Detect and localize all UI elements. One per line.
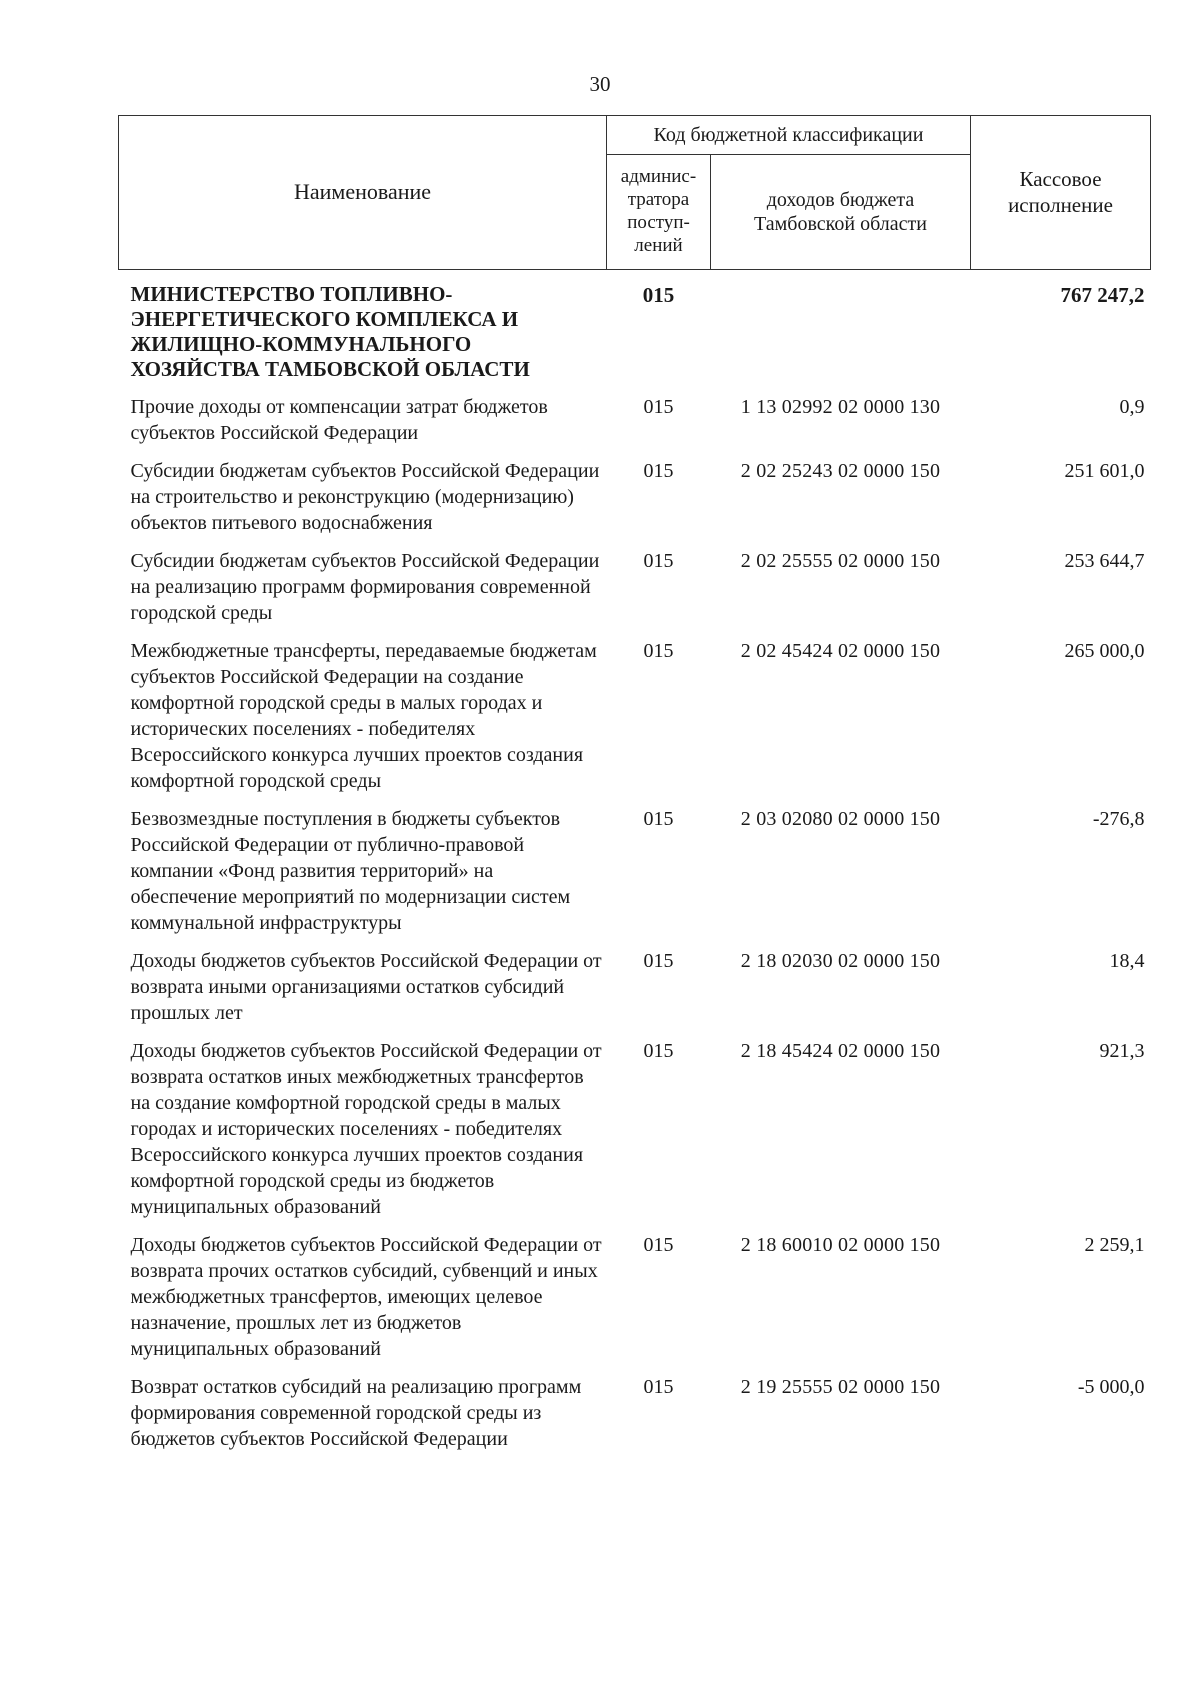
row-name: Субсидии бюджетам субъектов Российской Федерации на строительство и реконструкцию (модернизацию) объектов питьевого водоснабжения bbox=[130, 460, 600, 534]
row-income-code: 2 18 60010 02 0000 150 bbox=[740, 1234, 941, 1256]
row-amount: 0,9 bbox=[1119, 396, 1145, 418]
row-amount: 2 259,1 bbox=[1084, 1234, 1145, 1256]
row-name: Межбюджетные трансферты, передаваемые бюджетам субъектов Российской Федерации на создание комфортной городской среды в малых городах и исторических поселениях - победителях Всероссийского конкурса лучших проектов создания комфортной городской среды bbox=[130, 640, 597, 792]
table-row bbox=[119, 1232, 1151, 1374]
ministry-name: МИНИСТЕРСТВО ТОПЛИВНО-ЭНЕРГЕТИЧЕСКОГО КОМПЛЕКСА И ЖИЛИЩНО-КОММУНАЛЬНОГО ХОЗЯЙСТВА ТАМБОВСКОЙ ОБЛАСТИ bbox=[130, 282, 530, 381]
row-income-code: 2 18 02030 02 0000 150 bbox=[740, 950, 941, 972]
row-name: Субсидии бюджетам субъектов Российской Федерации на реализацию программ формирования современной городской среды bbox=[130, 550, 600, 624]
row-amount: 921,3 bbox=[1099, 1040, 1145, 1062]
row-name: Доходы бюджетов субъектов Российской Федерации от возврата прочих остатков субсидий, субвенций и иных межбюджетных трансфертов, имеющих целевое назначение, прошлых лет из бюджетов муниципальных образований bbox=[130, 1234, 602, 1360]
row-income-code: 2 02 25243 02 0000 150 bbox=[740, 460, 941, 482]
row-income-code: 2 18 45424 02 0000 150 bbox=[740, 1040, 941, 1062]
header-income-code: доходов бюджета Тамбовской области bbox=[711, 155, 971, 270]
row-income-code: 2 02 25555 02 0000 150 bbox=[740, 550, 941, 572]
row-admin-code: 015 bbox=[643, 640, 674, 662]
ministry-row bbox=[119, 270, 1151, 395]
row-name: Безвозмездные поступления в бюджеты субъектов Российской Федерации от публично-правовой компании «Фонд развития территорий» на обеспечение мероприятий по модернизации систем коммунальной инфраструктуры bbox=[130, 808, 571, 934]
table-row bbox=[119, 948, 1151, 1038]
table-row bbox=[119, 1374, 1151, 1464]
header-cash-execution: Кассовое исполнение bbox=[971, 116, 1151, 270]
table-row bbox=[119, 458, 1151, 548]
row-income-code: 2 19 25555 02 0000 150 bbox=[740, 1376, 941, 1398]
row-income-code: 2 03 02080 02 0000 150 bbox=[740, 808, 941, 830]
table-body bbox=[119, 270, 1151, 1465]
row-admin-code: 015 bbox=[643, 1040, 674, 1062]
table-row bbox=[119, 806, 1151, 948]
row-admin-code: 015 bbox=[643, 1376, 674, 1398]
row-name: Доходы бюджетов субъектов Российской Федерации от возврата иными организациями остатков субсидий прошлых лет bbox=[130, 950, 602, 1024]
row-name: Прочие доходы от компенсации затрат бюджетов субъектов Российской Федерации bbox=[130, 396, 548, 444]
header-classification-code: Код бюджетной классификации bbox=[607, 116, 971, 155]
table-row bbox=[119, 1038, 1151, 1232]
row-admin-code: 015 bbox=[643, 550, 674, 572]
row-name: Возврат остатков субсидий на реализацию программ формирования современной городской среды из бюджетов субъектов Российской Федерации bbox=[130, 1376, 582, 1450]
ministry-income-code bbox=[711, 270, 971, 395]
header-admin-code: админис-тратора поступ-лений bbox=[607, 155, 711, 270]
table-row bbox=[119, 394, 1151, 458]
page-number: 30 bbox=[589, 72, 611, 96]
table-row bbox=[119, 638, 1151, 806]
row-admin-code: 015 bbox=[643, 396, 674, 418]
row-amount: -276,8 bbox=[1092, 808, 1145, 830]
row-amount: 18,4 bbox=[1109, 950, 1145, 972]
row-admin-code: 015 bbox=[643, 460, 674, 482]
row-amount: 253 644,7 bbox=[1064, 550, 1145, 572]
table-row bbox=[119, 548, 1151, 638]
income-table bbox=[118, 115, 1151, 1464]
row-income-code: 1 13 02992 02 0000 130 bbox=[740, 396, 941, 418]
row-admin-code: 015 bbox=[643, 1234, 674, 1256]
table-header bbox=[119, 116, 1151, 270]
header-name: Наименование bbox=[119, 116, 607, 270]
row-admin-code: 015 bbox=[643, 808, 674, 830]
row-income-code: 2 02 45424 02 0000 150 bbox=[740, 640, 941, 662]
row-amount: 251 601,0 bbox=[1064, 460, 1145, 482]
row-amount: -5 000,0 bbox=[1077, 1376, 1145, 1398]
row-name: Доходы бюджетов субъектов Российской Федерации от возврата остатков иных межбюджетных трансфертов на создание комфортной городской среды в малых городах и исторических поселениях - победителях Всероссийского конкурса лучших проектов создания комфортной городской среды из бюджетов муниципальных образований bbox=[130, 1040, 602, 1218]
row-amount: 265 000,0 bbox=[1064, 640, 1145, 662]
row-admin-code: 015 bbox=[643, 950, 674, 972]
ministry-admin-code: 015 bbox=[642, 283, 675, 307]
ministry-amount: 767 247,2 bbox=[1060, 283, 1145, 307]
